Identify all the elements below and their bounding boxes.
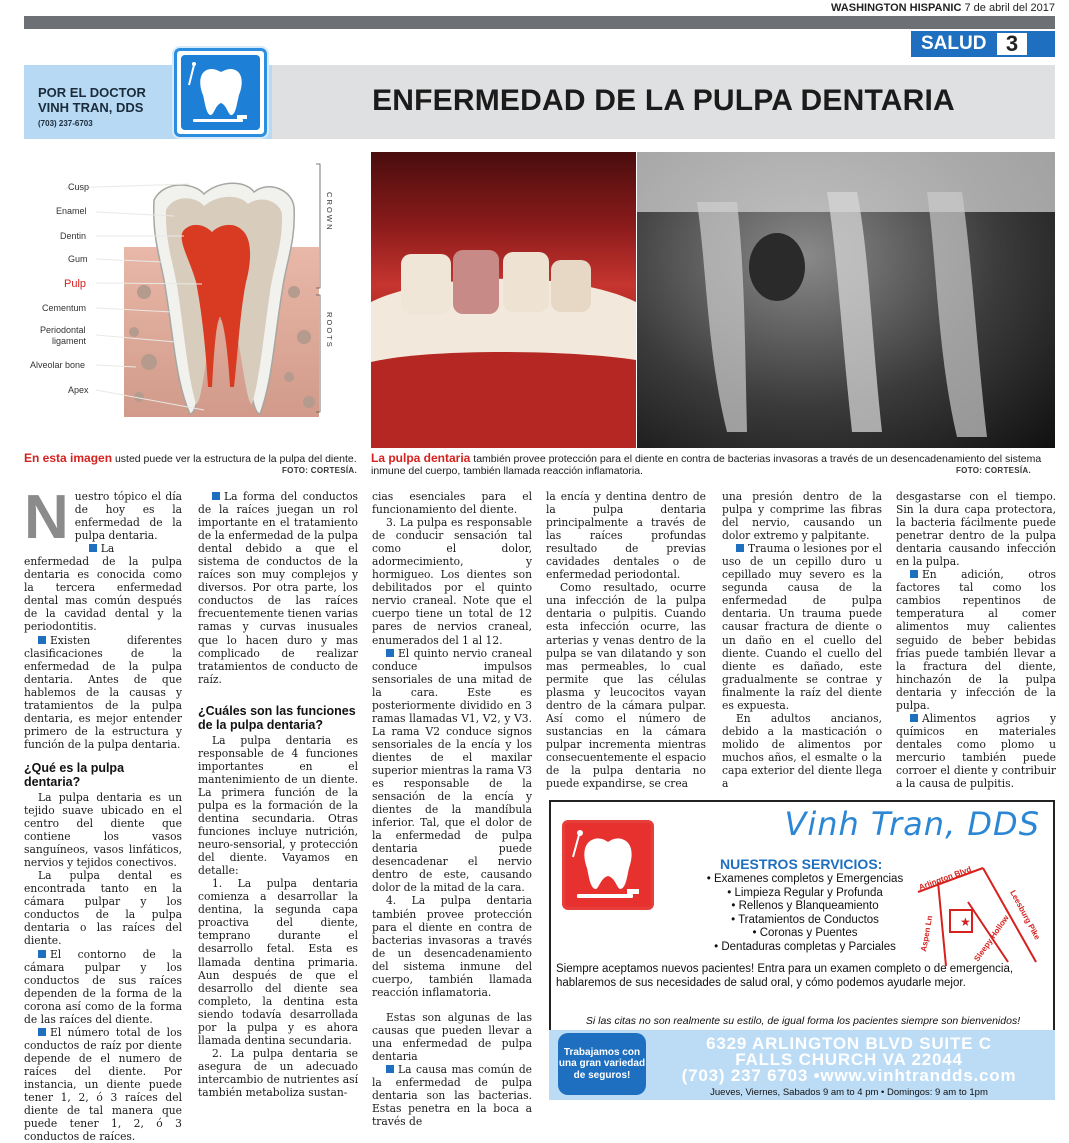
byline-phone: (703) 237-6703 [38,119,93,128]
address-line-1: 6329 ARLINGTON BLVD SUITE C [706,1034,992,1053]
paragraph: La pulpa dentaria es un tejido suave ubicado en el centro del diente que contiene los vasos sanguíneos, vasos linfáticos, nervios y tejidos conectivos. [24,790,182,870]
subheading: ¿Cuáles son las funciones de la pulpa dentaria? [198,703,356,732]
caption-left [24,452,367,465]
map-label-sleepy: Sleepy Hollow [972,913,1011,964]
paragraph: La pulpa dental es encontrada tanto en la cámara pulpar y los conductos de la pulpa dentaria o las raíces del diente. [24,869,182,948]
service-item: • Coronas y Puentes [752,927,858,940]
bullet-square-icon [386,1065,394,1073]
caption-right-lead: La pulpa dentaria [371,451,471,465]
service-item: • Limpieza Regular y Profunda [727,886,883,899]
service-item: • Dentaduras completas y Parciales [714,940,896,953]
paragraph: Existen diferentes clasificaciones de la enfermedad de la pulpa dentaria. Antes de que hablemos de la causas y tratamientos de la pulpa dentaria, es mejor entender primero de la estructura y función de la pulpa dentaria. [24,633,182,751]
service-item: • Examenes completos y Emergencias [706,873,904,885]
ad-welcome-text: Siempre aceptamos nuevos pacientes! Entra para un examen completo o de emergencia, hablaremos de sus necesidades de salud oral, y cómo podemos ayudarle mejor. [556,963,1014,989]
paragraph: una presión dentro de la pulpa y comprime las fibras del nervio, causando un dolor extremo y palpitante. [722,490,882,543]
service-item: • Tratamientos de Conductos [731,913,879,926]
issue-date: 7 de abril del 2017 [964,2,1055,14]
ad-services-title: NUESTROS SERVICIOS: [720,856,883,872]
drop-cap: N [24,483,69,552]
article-title: ENFERMEDAD DE LA PULPA DENTARIA [372,84,955,117]
bullet-square-icon [212,492,220,500]
mouth-photo [371,152,636,448]
section-tab [911,31,1055,57]
paragraph: La pulpa dentaria es responsable de 4 funciones importantes en el mantenimiento de un diente. La primera función de la pulpa es la formación de la dentina secundaria. Otras funciones incluye nutrición, neuro-sensorial, y protección del diente. Vayamos en detalle: [198,733,358,878]
byline-line1: POR EL DOCTOR [38,85,146,100]
paragraph: Como resultado, ocurre una infección de la pulpa dentaria o pulpitis. Cuando esta infección ocurre, las arterias y venas dentro de la pulpa se van dilatando y son mas permeables, lo cual permite que las células plasma y leucocitos vayan dentro de la cámara pulpar. Así como el número de sustancias en la cámara pulpar incrementa mientras consecuentemente el espacio de la pulpa dentaria no puede expandirse, se crea [546,581,706,791]
paragraph: Alimentos agrios y químicos en materiales dentales como plomo u mercurio también puede corroer el diente y contribuir a la causa de pulpitis. [896,711,1056,791]
label-ligament: ligament [52,336,87,346]
bullet-square-icon [736,544,744,552]
paragraph: cias esenciales para el funcionamiento del diente. [372,490,532,517]
header-bar [24,16,1055,29]
article-col-6 [896,490,1056,790]
map-star-icon: ★ [960,915,971,929]
tooth-icon [181,55,260,130]
paragraph: El número total de los conductos de raíz por diente depende de el numero de raíces del diente. Por instancia, un diente puede tener 1, 2, ó 3 raíces del diente de tal manera que puede tener 1, 2, ó 3 conductos de raíces. [24,1025,182,1143]
subheading: ¿Qué es la pulpa dentaria? [24,760,125,789]
label-pulp: Pulp [64,278,87,290]
map-label-aspen: Aspen Ln [919,914,935,953]
label-dentin: Dentin [60,231,87,241]
paragraph: La enfermedad de la pulpa dentaria es conocida como la tercera enfermedad dental mas común después de la cavidad dental y la periodontitis. [24,542,182,634]
tooth-logo [174,48,267,137]
paragraph: 3. La pulpa es responsable de conducir sensación tal como el dolor, adormecimiento, y hormigueo. Los dientes son debilitados por el quinto nervio craneal. Note que el cuerpo tiene un total de 12 pares de nervios craneal, enumerados del 1 al 12. [372,516,532,647]
label-cusp: Cusp [68,182,90,192]
paragraph: El quinto nervio craneal conduce impulsos sensoriales de una mitad de la cara. Este es posteriormente dividido en 3 ramas llamadas V1, V2, y V3. La rama V2 conduce signos sensoriales de la encía y los dientes de el maxilar superior mientras la rama V3 es responsable de la sensación de la encía y dientes de la mandíbula inferior. Tal, que el dolor de la enfermedad de pulpa dentaria puede desencadenar el nervio dentro de este, causando dolor de la mitad de la cara. [372,646,532,895]
article-col-3 [372,490,532,1128]
ad-italic-note: Si las citas no son realmente su estilo, de igual forma los pacientes siempre son bienvenidos! [585,1015,1021,1027]
caption-right-credit: FOTO: CORTESÍA. [956,466,1032,475]
paragraph: 4. La pulpa dentaria también provee protección para el diente en contra de bacterias invasoras a través de un desencadenamiento del sistema inmune del cuerpo, también llamada reacción inflamatoria. [372,894,532,999]
service-item: • Rellenos y Blanqueamiento [731,900,879,913]
paragraph: En adición, otros factores tal como los cambios repentinos de temperatura al comer alimentos muy calientes seguido de beber bebidas frías puede también llevar a la fractura del diente, hinchazón de la pulpa dentaria y infección de la pulpa. [896,568,1056,712]
article-col-2 [198,490,358,1099]
ad-address [650,1036,1048,1084]
paragraph: Trauma o lesiones por el uso de un cepillo duro u cepillado muy severo es la segunda causa de la enfermedad de pulpa dentaria. Un trauma puede causar fractura de diente o un daño en el cuello del diente. Cuando el cuello del diente es dañado, este gradualmente se contrae y finalmente la raíz del diente es expuesta. [722,542,882,712]
paragraph: El contorno de la cámara pulpar y los conductos de sus raíces dependen de la forma de la corona así como de la forma de las raíces del diente. [24,947,182,1026]
bullet-square-icon [89,544,97,552]
map-label-arlington: Arlington Blvd [917,864,973,892]
paragraph: La forma del conductos de la raíces juegan un rol importante en el tratamiento de la enfermedad de la pulpa dental debido a que el sistema de conductos de la raíces son muy complejos y diversos. Por otra parte, los conductos de las raíces frecuentemente tienen varias ramas y curvas inusuales que lo hacen duro y mas complicado de realizar tratamientos de conducto de raíz. [198,490,358,686]
paragraph: la encía y dentina dentro de la pulpa dentaria principalmente a través de las raíces profundas resultado de previas cavidades dentales o de enfermedad periodontal. [546,490,706,582]
address-line-2: FALLS CHURCH VA 22044 [735,1050,963,1069]
bullet-square-icon [38,1028,46,1036]
caption-right-text: también provee protección para el diente en contra de bacterias invasoras a través de un desencadenamiento del sistema inmune del cuerpo, también llamada reacción inflamatoria. [371,453,1042,477]
article-col-4 [546,490,706,790]
byline-author: VINH TRAN, DDS [38,100,144,115]
paragraph: En adultos ancianos, debido a la masticación o molido de alimentos por muchos años, el esmalte o la capa exterior del diente llega a [722,711,882,791]
paragraph: Estas son algunas de las causas que pueden llevar a una enfermedad de pulpa dentaria [372,1010,532,1063]
label-apex: Apex [68,385,89,395]
paragraph: La causa mas común de la enfermedad de pulpa dentaria son las bacterias. Estas penetra en la boca a través de [372,1063,532,1129]
caption-left-lead: En esta imagen [24,451,113,465]
bullet-square-icon [38,636,46,644]
insurance-badge: Trabajamos con una gran variedad de seguros! [558,1033,646,1095]
map-label-leesburg: Leesburg Pike [1008,888,1042,942]
ad-tooth-logo [562,820,654,910]
tooth-diagram [24,152,367,448]
page-number: 3 [997,33,1027,55]
paragraph: 2. La pulpa dentaria se asegura de un adecuado intercambio de nutrientes así también metaboliza sustan- [198,1046,358,1099]
label-enamel: Enamel [56,206,87,216]
ad-hours: Jueves, Viernes, Sabados 9 am to 4 pm • Domingos: 9 am to 1pm [710,1087,988,1098]
ad-services-list [690,873,920,955]
masthead [831,2,1055,14]
label-gum: Gum [68,254,88,264]
bullet-square-icon [910,570,918,578]
label-roots: R O O T S [325,312,334,347]
caption-left-text: usted puede ver la estructura de la pulpa del diente. [112,453,357,465]
paragraph: desgastarse con el tiempo. Sin la dura capa protectora, la bacteria fácilmente puede penetrar dentro de la pulpa dentaria causando infección en la pulpa. [896,490,1056,569]
tooth-icon [565,823,651,907]
paragraph: 1. La pulpa dentaria comienza a desarrollar la dentina, la segunda capa proactiva del diente, temprano durante el desarrollo fetal. Esta es llamada dentina primaria. Aun después de que el desarrollo del diente sea completo, la dentina esta siendo todavía desarrollada por la pulpa y es ahora llamada dentina secundaria. [198,877,358,1047]
location-map [908,862,1042,966]
ad-clinic-name: Vinh Tran, DDS [784,805,1040,843]
paper-name: WASHINGTON HISPANIC [831,2,962,14]
article-col-1 [24,483,182,1143]
article-col-5 [722,490,882,790]
bullet-square-icon [38,950,46,958]
label-alveolar: Alveolar bone [30,360,86,370]
caption-right [371,452,1055,477]
paragraph: uestro tópico el día de hoy es la enfermedad de la pulpa dentaria. [74,490,182,543]
bullet-square-icon [910,714,918,722]
caption-left-credit: FOTO: CORTESÍA. [282,466,358,475]
xray-photo [637,152,1055,448]
label-cementum: Cementum [42,303,87,313]
section-label: SALUD [921,33,987,54]
bullet-square-icon [386,649,394,657]
label-periodontal: Periodontal [40,325,86,335]
label-crown: C R O W N [325,192,334,230]
contact-line: (703) 237 6703 •www.vinhtrandds.com [681,1066,1017,1085]
